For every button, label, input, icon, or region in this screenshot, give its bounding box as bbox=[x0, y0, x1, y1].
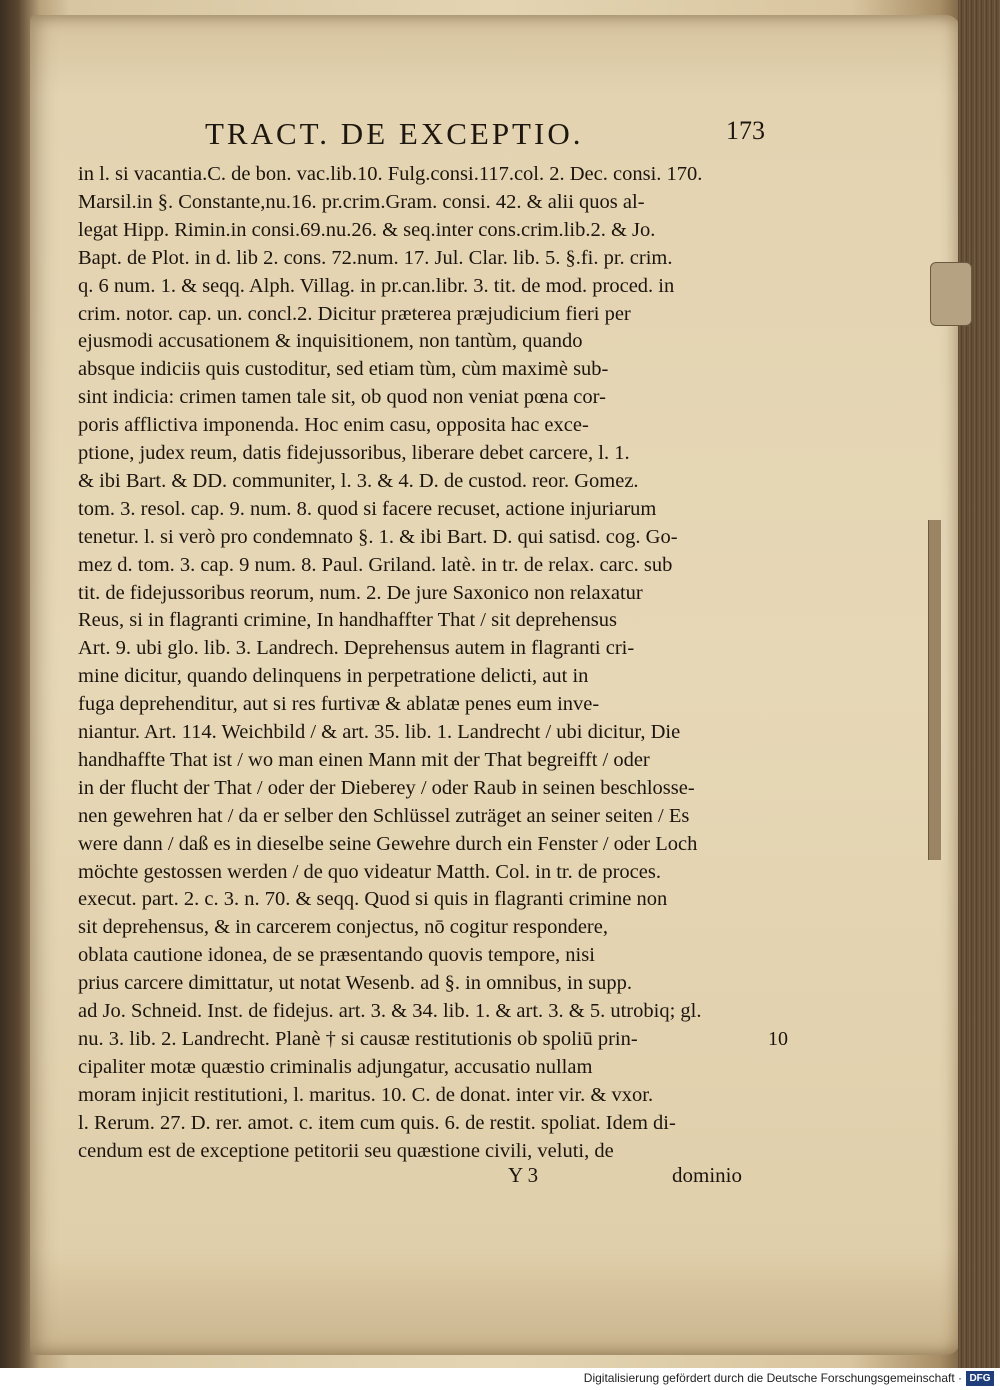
book-edge bbox=[958, 0, 1000, 1368]
dfg-logo: DFG bbox=[966, 1371, 994, 1386]
text-line: handhaffte That ist / wo man einen Mann mit der That begreifft / oder bbox=[78, 748, 650, 771]
text-line: mez d. tom. 3. cap. 9 num. 8. Paul. Griland. latè. in tr. de relax. carc. sub bbox=[78, 553, 673, 576]
text-line: in der flucht der That / oder der Dieberey / oder Raub in seinen beschlosse- bbox=[78, 776, 695, 799]
text-line: cendum est de exceptione petitorii seu quæstione civili, veluti, de bbox=[78, 1139, 614, 1162]
text-line: nu. 3. lib. 2. Landrecht. Planè † si causæ restitutionis ob spoliū prin- bbox=[78, 1027, 638, 1050]
signature-mark: Y 3 bbox=[508, 1163, 539, 1187]
text-line: sit deprehensus, & in carcerem conjectus, nō cogitur respondere, bbox=[78, 916, 608, 939]
text-line: Marsil.in §. Constante,nu.16. pr.crim.Gram. consi. 42. & alii quos al- bbox=[78, 190, 645, 213]
text-line: prius carcere dimittatur, ut notat Wesenb. ad §. in omnibus, in supp. bbox=[78, 972, 632, 995]
text-line: & ibi Bart. & DD. communiter, l. 3. & 4. D. de custod. reor. Gomez. bbox=[78, 469, 639, 492]
text-line: Bapt. de Plot. in d. lib 2. cons. 72.num. 17. Jul. Clar. lib. 5. §.fi. pr. crim. bbox=[78, 246, 673, 269]
text-line: in l. si vacantia.C. de bon. vac.lib.10. Fulg.consi.117.col. 2. Dec. consi. 170. bbox=[78, 163, 703, 185]
text-line: fuga deprehenditur, aut si res furtivæ & ablatæ penes eum inve- bbox=[78, 693, 600, 716]
text-line: oblata cautione idonea, de se præsentando quovis tempore, nisi bbox=[78, 944, 595, 967]
text-line: poris afflictiva imponenda. Hoc enim casu, opposita hac excе- bbox=[78, 414, 589, 437]
text-line: Reus, si in flagranti crimine, In handhaffter That / sit deprehensus bbox=[78, 609, 617, 632]
text-line: legat Hipp. Rimin.in consi.69.nu.26. & seq.inter cons.crim.lib.2. & Jo. bbox=[78, 218, 656, 241]
text-line: tit. de fidejussoribus reorum, num. 2. De jure Saxonico non relaxatur bbox=[78, 581, 643, 604]
footer-credit: Digitalisierung gefördert durch die Deutsche Forschungsgemeinschaft · bbox=[583, 1371, 962, 1385]
text-line: cipaliter motæ quæstio criminalis adjungatur, accusatio nullam bbox=[78, 1055, 593, 1078]
text-line: moram injicit restitutioni, l. maritus. 10. C. de donat. inter vir. & vxor. bbox=[78, 1083, 654, 1106]
text-line: l. Rerum. 27. D. rer. amot. c. item cum quis. 6. de restit. spoliat. Idem di- bbox=[78, 1111, 676, 1134]
text-line: were dann / daß es in dieselbe seine Gewehre durch ein Fenster / oder Loch bbox=[78, 832, 698, 855]
text-line: nen gewehren hat / da er selber den Schlüssel zuträget an seiner seiten / Es bbox=[78, 804, 690, 827]
text-line: mine dicitur, quando delinquens in perpetratione delicti, aut in bbox=[78, 665, 589, 688]
text-line: crim. notor. cap. un. concl.2. Dicitur præterea præjudicium fieri per bbox=[78, 302, 631, 325]
digitization-footer bbox=[0, 1368, 1000, 1390]
text-line: tom. 3. resol. cap. 9. num. 8. quod si facere recuset, actione injuriarum bbox=[78, 497, 657, 520]
text-line: ejusmodi accusationem & inquisitionem, non tantùm, quando bbox=[78, 330, 583, 353]
catchword: dominio bbox=[672, 1163, 743, 1187]
running-header bbox=[205, 112, 765, 156]
margin-number: 10 bbox=[768, 1028, 788, 1050]
running-title: TRACT. DE EXCEPTIO. bbox=[205, 116, 584, 151]
text-line: ptione, judex reum, datis fidejussoribus, liberare debet carcere, l. 1. bbox=[78, 442, 630, 464]
text-line: ad Jo. Schneid. Inst. de fidejus. art. 3. & 34. lib. 1. & art. 3. & 5. utrobiq; gl. bbox=[78, 1000, 702, 1022]
text-line: sint indicia: crimen tamen tale sit, ob quod non veniat pœna cor- bbox=[78, 386, 606, 409]
text-line: q. 6 num. 1. & seqq. Alph. Villag. in pr.can.libr. 3. tit. de mod. proced. in bbox=[78, 274, 675, 297]
text-line: möchte gestossen werden / de quo videatur Matth. Col. in tr. de proces. bbox=[78, 860, 661, 883]
page-side-marker bbox=[928, 520, 941, 860]
text-line: Art. 9. ubi glo. lib. 3. Landrech. Deprehensus autem in flagranti cri- bbox=[78, 637, 635, 660]
text-line: execut. part. 2. c. 3. n. 70. & seqq. Quod si quis in flagranti crimine non bbox=[78, 888, 668, 911]
text-line: tenetur. l. si verò pro condemnato §. 1. & ibi Bart. D. qui satisd. cog. Go- bbox=[78, 525, 678, 548]
page-number: 173 bbox=[726, 116, 765, 145]
page-tab-marker bbox=[930, 262, 972, 326]
text-line: niantur. Art. 114. Weichbild / & art. 35. lib. 1. Landrecht / ubi dicitur, Die bbox=[78, 721, 681, 743]
text-line: absque indiciis quis custoditur, sed etiam tùm, cùm maximè sub- bbox=[78, 358, 609, 381]
